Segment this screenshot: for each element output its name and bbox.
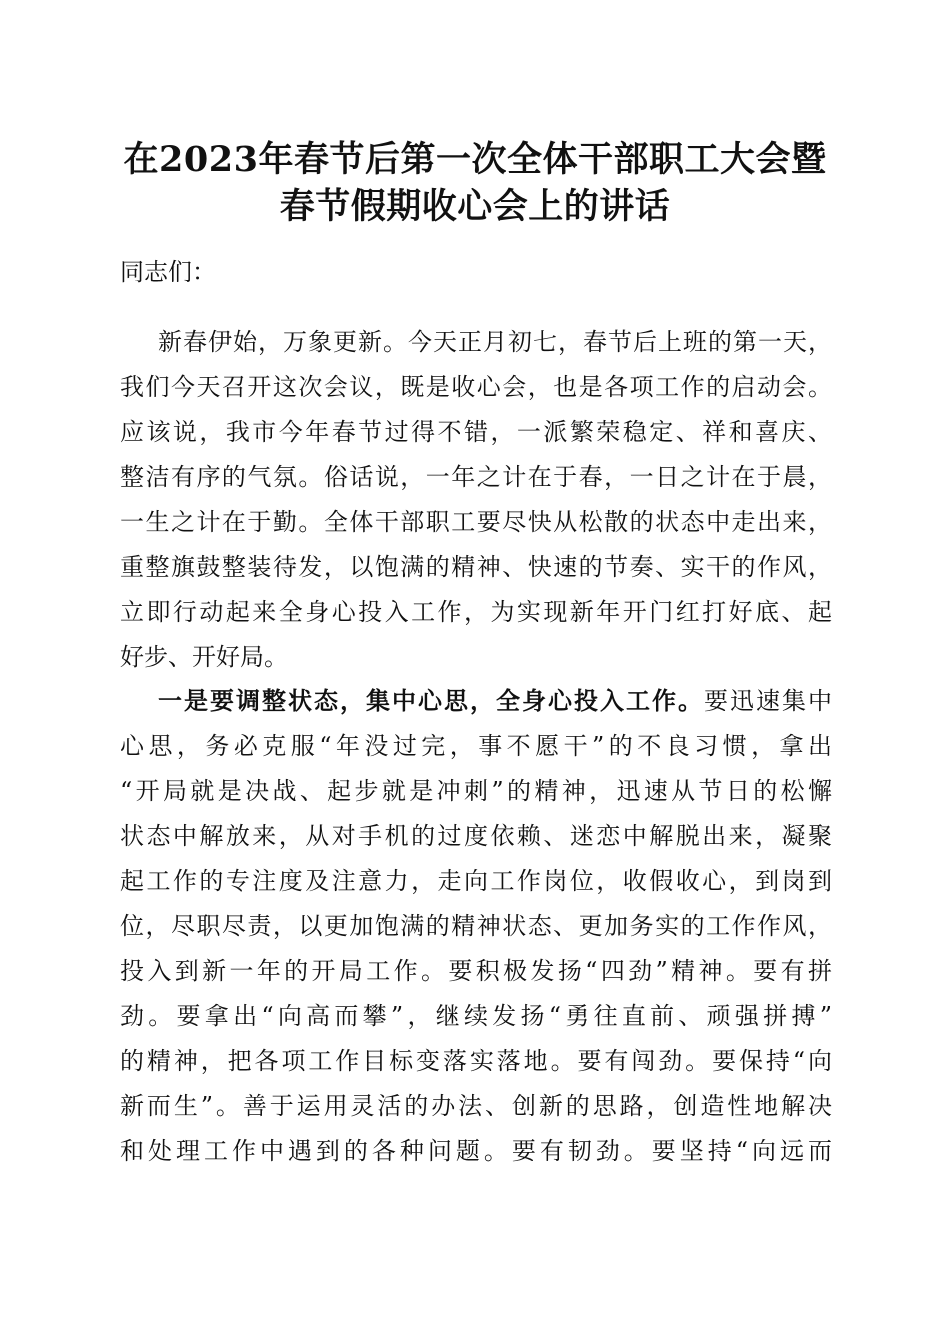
paragraph-1-line: 立即行动起来全身心投入工作，为实现新年开门红打好底、起 — [120, 598, 832, 626]
paragraph-1-line: 好步、开好局。 — [120, 643, 288, 671]
paragraph-1-line: 一生之计在于勤。全体干部职工要尽快从松散的状态中走出来， — [120, 508, 832, 536]
paragraph-2-line: 投入到新一年的开局工作。要积极发扬“四劲”精神。要有拼 — [120, 957, 832, 985]
paragraph-1-line: 我们今天召开这次会议，既是收心会，也是各项工作的启动会。 — [120, 373, 832, 401]
document-title-line-1: 在2023年春节后第一次全体干部职工大会暨 — [123, 139, 827, 180]
paragraph-2-line: 位，尽职尽责，以更加饱满的精神状态、更加务实的工作作风， — [120, 912, 832, 940]
paragraph-2-line: 劲。要拿出“向高而攀”，继续发扬“勇往直前、顽强拼搏” — [120, 1002, 832, 1030]
paragraph-1-line: 应该说，我市今年春节过得不错，一派繁荣稳定、祥和喜庆、 — [120, 418, 832, 446]
paragraph-1-line: 重整旗鼓整装待发，以饱满的精神、快速的节奏、实干的作风， — [120, 553, 832, 581]
salutation: 同志们： — [120, 258, 216, 286]
paragraph-2-first-line — [158, 681, 832, 721]
paragraph-1-line: 新春伊始，万象更新。今天正月初七，春节后上班的第一天， — [158, 328, 832, 356]
paragraph-2-line: 状态中解放来，从对手机的过度依赖、迷恋中解脱出来，凝聚 — [120, 822, 832, 850]
paragraph-2-line: 新而生”。善于运用灵活的办法、创新的思路，创造性地解决 — [120, 1092, 832, 1120]
paragraph-1-line: 整洁有序的气氛。俗话说，一年之计在于春，一日之计在于晨， — [120, 463, 832, 491]
paragraph-2-line: 心思，务必克服“年没过完，事不愿干”的不良习惯，拿出 — [120, 732, 832, 760]
paragraph-2-heading: 一是要调整状态，集中心思，全身心投入工作。 — [158, 686, 704, 715]
document-title-line-2: 春节假期收心会上的讲话 — [279, 186, 671, 227]
paragraph-2-line: “开局就是决战、起步就是冲刺”的精神，迅速从节日的松懈 — [120, 777, 832, 805]
paragraph-2-line: 和处理工作中遇到的各种问题。要有韧劲。要坚持“向远而 — [120, 1137, 832, 1165]
paragraph-2-first-rest: 要迅速集中 — [704, 687, 832, 715]
paragraph-2-line: 的精神，把各项工作目标变落实落地。要有闯劲。要保持“向 — [120, 1047, 832, 1075]
paragraph-2-line: 起工作的专注度及注意力，走向工作岗位，收假收心，到岗到 — [120, 867, 832, 895]
